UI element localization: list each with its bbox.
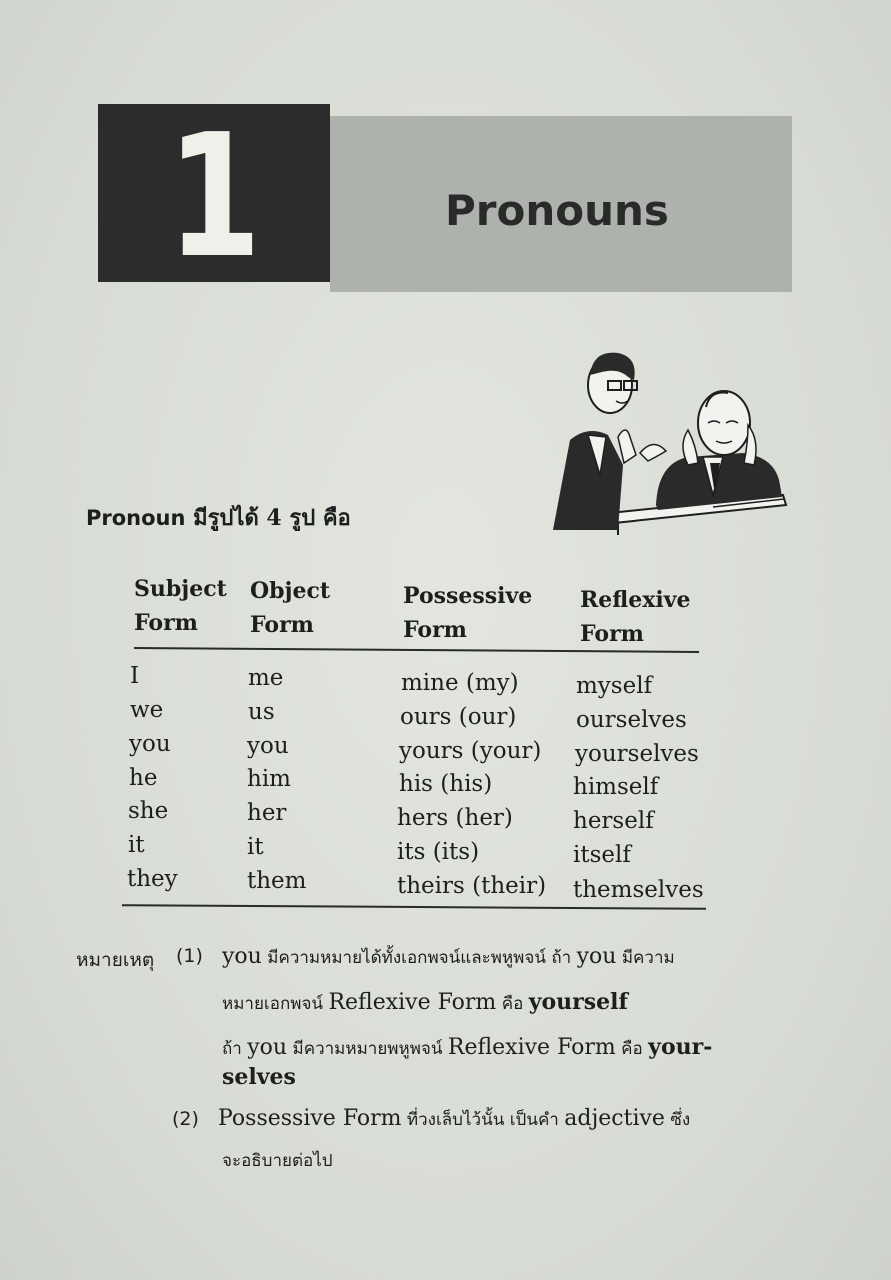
chapter-number: 1 (166, 98, 262, 296)
header-possessive-form: Possessive Form (403, 583, 533, 643)
header-subject-form: Subject Form (134, 576, 227, 636)
note-2-line-2: จะอธิบายต่อไป (222, 1151, 333, 1171)
intro-english: Pronoun (86, 506, 186, 530)
two-men-cartoon-illustration (548, 345, 793, 540)
chapter-title-box (330, 116, 792, 292)
book-page: 1 Pronouns Pronoun มีรูปได้ 4 รูป คือ Subject Form Object Form Possessive Form Reflexive Form I me mine (my) myself we us ours (our) ourselves you you yours (your) yourselves he him his (his) himself she her hers (her) herself it it its (its) itself they them theirs (their) themselves หมายเหตุ (1) you มีความหมายได้ทั้งเอกพจน์และพหูพจน์ ถ้า you มีความ หมายเอกพจน์ Reflexive Form คือ yourself ถ้า you มีความหมายพหูพจน์ Reflexive Form คือ your- selves (2) Possessive Form ที่วงเล็บไว้นั้น เป็นคำ adjective ซึ่ง จะอธิบายต่อไป (0, 0, 891, 1280)
note-2-number: (2) (172, 1108, 199, 1130)
header-reflexive-form: Reflexive Form (580, 587, 691, 647)
chapter-number-box (98, 98, 330, 296)
intro-line (86, 500, 351, 535)
chapter-title: Pronouns (445, 186, 669, 235)
intro-thai: มีรูปได้ 4 รูป คือ (185, 505, 351, 531)
note-1-line-1: you มีความหมายได้ทั้งเอกพจน์และพหูพจน์ ถ้า you มีความ (222, 944, 675, 969)
note-1-line-3: ถ้า you มีความหมายพหูพจน์ Reflexive Form คือ your- (222, 1034, 713, 1060)
notes-label: หมายเหตุ (76, 949, 155, 971)
note-2-line-1: Possessive Form ที่วงเล็บไว้นั้น เป็นคำ adjective ซึ่ง (218, 1106, 691, 1131)
header-object-form: Object Form (250, 578, 331, 638)
note-1-number: (1) (176, 945, 203, 967)
note-1-line-2: หมายเอกพจน์ Reflexive Form คือ yourself (222, 989, 628, 1015)
chapter-header (98, 98, 794, 296)
note-1-line-4: selves (222, 1064, 296, 1090)
